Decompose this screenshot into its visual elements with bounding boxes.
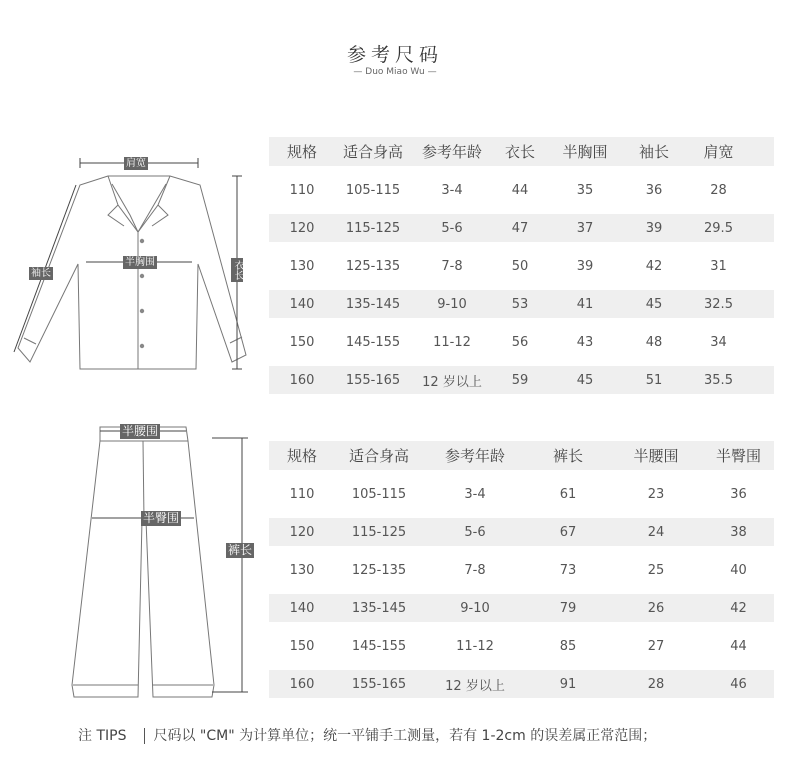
table-cell: 150 <box>289 334 315 350</box>
table-cell: 41 <box>576 296 594 312</box>
table-cell: 28 <box>710 182 727 198</box>
table-cell: 85 <box>559 638 577 654</box>
table-cell: 35 <box>576 182 594 198</box>
table-cell: 79 <box>559 600 577 616</box>
header-cell: 半胸围 <box>562 143 608 161</box>
table-cell: 140 <box>289 296 315 312</box>
table-cell: 7-8 <box>441 258 463 274</box>
bottom-size-table <box>269 441 774 708</box>
pants-illustration <box>72 427 214 697</box>
table-row <box>269 252 774 280</box>
table-cell: 140 <box>289 600 315 616</box>
table-cell: 36 <box>730 486 747 502</box>
table-cell: 135-145 <box>351 600 407 616</box>
table-cell: 67 <box>559 524 577 540</box>
table-cell: 115-125 <box>345 220 401 236</box>
table-row <box>269 328 774 356</box>
table-cell: 47 <box>511 220 529 236</box>
table-cell: 9-10 <box>437 296 467 312</box>
table-cell: 23 <box>647 486 665 502</box>
table-cell: 35.5 <box>704 372 733 388</box>
table-cell: 160 <box>289 676 315 692</box>
table-cell: 34 <box>710 334 727 350</box>
label-shirt-length: 衣长 <box>232 260 243 280</box>
table-cell: 51 <box>645 372 663 388</box>
table-cell: 53 <box>511 296 529 312</box>
table-row <box>269 670 774 698</box>
table-cell: 110 <box>289 486 315 502</box>
table-cell: 11-12 <box>456 638 494 654</box>
table-cell: 3-4 <box>441 182 463 198</box>
header-cell: 半腰围 <box>633 447 679 465</box>
table-header <box>269 441 774 470</box>
table-cell: 12 岁以上 <box>445 678 505 694</box>
table-cell: 155-165 <box>345 372 401 388</box>
table-cell: 145-155 <box>351 638 407 654</box>
table-cell: 37 <box>576 220 594 236</box>
footer-divider <box>144 728 145 744</box>
table-cell: 26 <box>647 600 665 616</box>
table-cell: 12 岁以上 <box>422 374 482 390</box>
header-cell: 参考年龄 <box>444 447 505 465</box>
table-cell: 50 <box>511 258 529 274</box>
table-row <box>269 556 774 584</box>
table-cell: 31 <box>710 258 727 274</box>
table-row <box>269 632 774 660</box>
table-cell: 42 <box>645 258 663 274</box>
table-cell: 3-4 <box>464 486 486 502</box>
header-cell: 裤长 <box>552 447 583 465</box>
table-row <box>269 480 774 508</box>
table-cell: 42 <box>730 600 747 616</box>
tips-label: 注 TIPS <box>78 728 127 744</box>
header-cell: 适合身高 <box>348 447 409 465</box>
table-cell: 27 <box>647 638 665 654</box>
table-cell: 120 <box>289 220 315 236</box>
label-hip: 半臀围 <box>143 511 180 525</box>
table-cell: 110 <box>289 182 315 198</box>
table-cell: 46 <box>730 676 747 692</box>
table-header <box>269 137 774 166</box>
table-cell: 115-125 <box>351 524 407 540</box>
table-cell: 56 <box>511 334 529 350</box>
header-cell: 规格 <box>286 447 317 465</box>
table-cell: 125-135 <box>351 562 407 578</box>
table-cell: 48 <box>645 334 663 350</box>
table-cell: 5-6 <box>441 220 463 236</box>
table-row <box>269 214 774 242</box>
table-cell: 9-10 <box>460 600 490 616</box>
table-cell: 125-135 <box>345 258 401 274</box>
table-cell: 39 <box>645 220 663 236</box>
table-cell: 160 <box>289 372 315 388</box>
table-cell: 130 <box>289 258 315 274</box>
table-cell: 11-12 <box>433 334 471 350</box>
table-cell: 61 <box>559 486 577 502</box>
table-cell: 120 <box>289 524 315 540</box>
table-cell: 44 <box>511 182 529 198</box>
label-chest: 半胸围 <box>125 257 155 268</box>
table-cell: 5-6 <box>464 524 486 540</box>
table-cell: 155-165 <box>351 676 407 692</box>
table-row <box>269 366 774 394</box>
table-cell: 45 <box>576 372 594 388</box>
table-cell: 45 <box>645 296 663 312</box>
table-cell: 73 <box>559 562 577 578</box>
table-cell: 59 <box>511 372 529 388</box>
table-cell: 130 <box>289 562 315 578</box>
table-cell: 105-115 <box>351 486 407 502</box>
page-subtitle: — Duo Miao Wu — <box>353 67 437 77</box>
table-row <box>269 176 774 204</box>
table-cell: 7-8 <box>464 562 486 578</box>
table-cell: 25 <box>647 562 665 578</box>
table-cell: 135-145 <box>345 296 401 312</box>
table-cell: 44 <box>730 638 747 654</box>
table-cell: 145-155 <box>345 334 401 350</box>
table-cell: 38 <box>730 524 747 540</box>
table-cell: 28 <box>647 676 665 692</box>
table-cell: 29.5 <box>704 220 733 236</box>
table-cell: 32.5 <box>704 296 733 312</box>
label-pants-length: 裤长 <box>228 543 253 557</box>
header-cell: 袖长 <box>638 143 669 161</box>
table-cell: 43 <box>576 334 594 350</box>
table-row <box>269 518 774 546</box>
footer-note <box>78 725 656 745</box>
table-cell: 105-115 <box>345 182 401 198</box>
table-cell: 39 <box>576 258 594 274</box>
table-cell: 36 <box>645 182 663 198</box>
header-cell: 衣长 <box>504 143 535 161</box>
label-sleeve: 袖长 <box>31 268 51 279</box>
table-cell: 24 <box>647 524 665 540</box>
table-row <box>269 594 774 622</box>
table-cell: 91 <box>559 676 577 692</box>
header-cell: 肩宽 <box>703 143 734 161</box>
label-shoulder: 肩宽 <box>126 158 146 169</box>
page-title: 参考尺码 <box>346 44 443 66</box>
top-size-table <box>269 137 774 404</box>
header-cell: 半臀围 <box>715 447 761 465</box>
label-waist: 半腰围 <box>122 424 159 438</box>
table-cell: 150 <box>289 638 315 654</box>
header-cell: 规格 <box>286 143 317 161</box>
header-cell: 参考年龄 <box>421 143 482 161</box>
tips-text: 尺码以 "CM" 为计算单位；统一平铺手工测量，若有 1-2cm 的误差属正常范围； <box>153 728 657 744</box>
table-row <box>269 290 774 318</box>
table-cell: 40 <box>730 562 747 578</box>
header-cell: 适合身高 <box>342 143 403 161</box>
